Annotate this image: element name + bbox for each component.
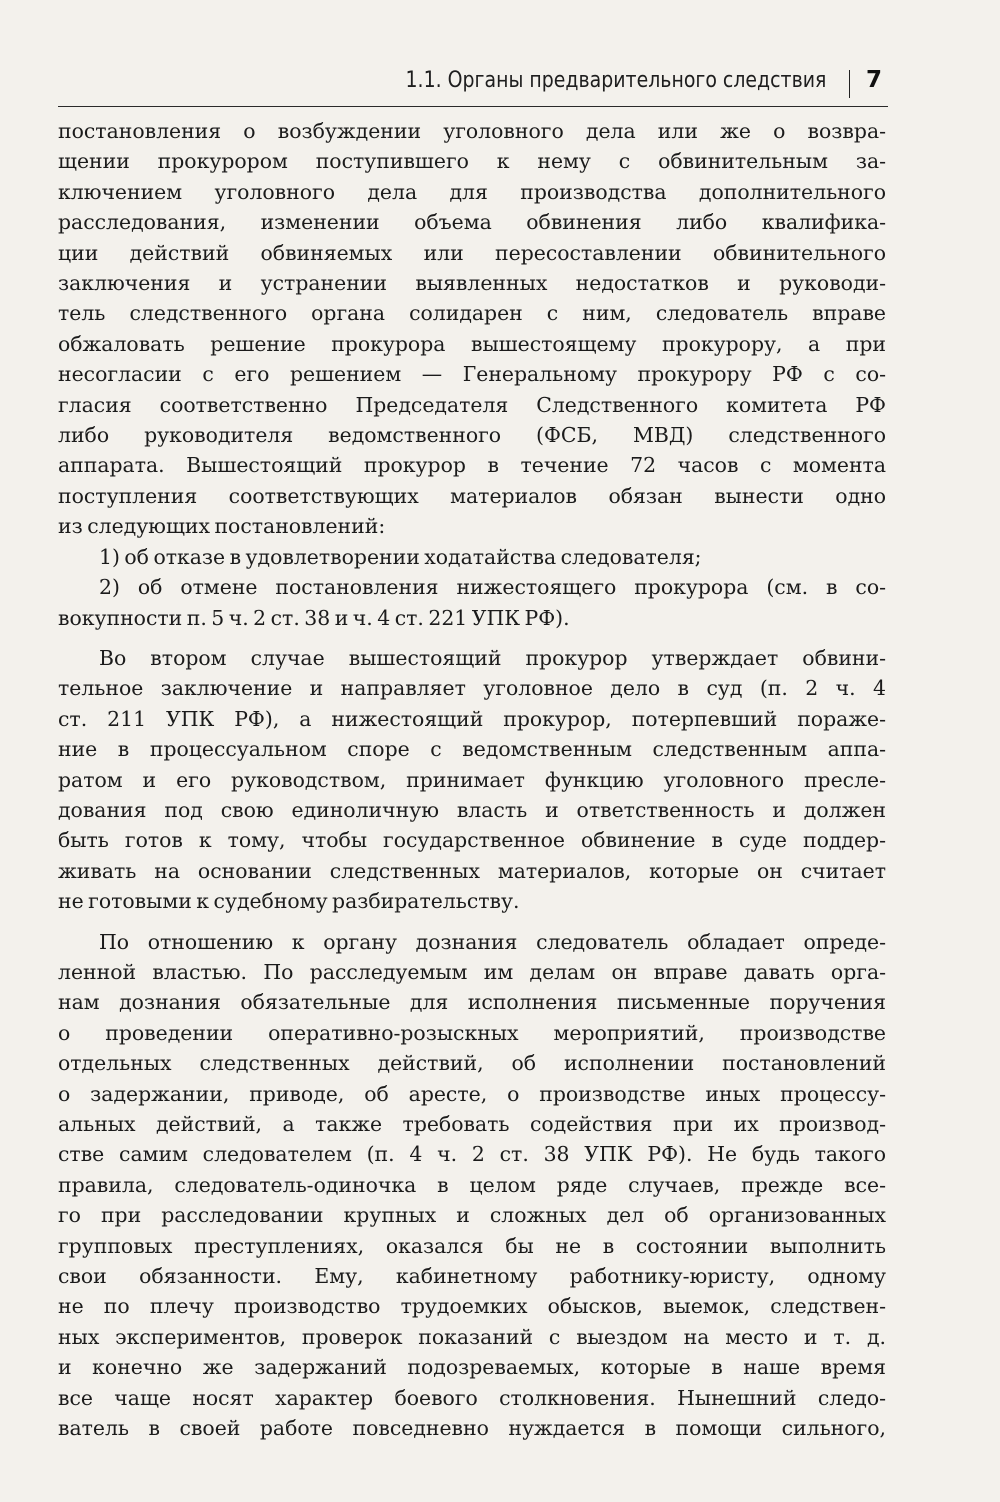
text-line: расследования, изменении объема обвинения либо квалифика- bbox=[58, 210, 886, 235]
text-line: из следующих постановлений: bbox=[58, 514, 386, 539]
text-line: несогласии с его решением — Генеральному прокурору РФ с со- bbox=[58, 362, 886, 387]
text-line: тель следственного органа солидарен с ним, следователь вправе bbox=[58, 301, 886, 326]
list-item bbox=[58, 572, 886, 633]
text-line: стве самим следователем (п. 4 ч. 2 ст. 38 УПК РФ). Не будь такого bbox=[58, 1142, 886, 1167]
text-line: обжаловать решение прокурора вышестоящему прокурору, а при bbox=[58, 331, 886, 356]
body-text bbox=[58, 116, 886, 1443]
text-line: По отношению к органу дознания следователь обладает опреде- bbox=[99, 929, 886, 954]
running-title: 1.1. Органы предварительного следствия bbox=[405, 68, 826, 93]
text-line: тельное заключение и направляет уголовное дело в суд (п. 2 ч. 4 bbox=[58, 676, 886, 701]
text-line: 1) об отказе в удовлетворении ходатайства следователя; bbox=[99, 544, 702, 569]
text-line: ватель в своей работе повседневно нуждается в помощи сильного, bbox=[58, 1416, 886, 1441]
paragraph bbox=[58, 927, 886, 1444]
text-line: го при расследовании крупных и сложных дел об организованных bbox=[58, 1203, 886, 1228]
text-line: не готовыми к судебному разбирательству. bbox=[58, 889, 520, 914]
text-line: аппарата. Вышестоящий прокурор в течение 72 часов с момента bbox=[58, 453, 886, 478]
text-line: о задержании, приводе, об аресте, о производстве иных процессу- bbox=[58, 1081, 886, 1106]
text-line: постановления о возбуждении уголовного дела или же о возвра- bbox=[58, 119, 886, 143]
text-line: ных экспериментов, проверок показаний с выездом на место и т. д. bbox=[58, 1324, 886, 1349]
page-header bbox=[58, 66, 888, 107]
text-line: нам дознания обязательные для исполнения письменные поручения bbox=[58, 990, 886, 1015]
text-line: живать на основании следственных материалов, которые он считает bbox=[58, 858, 886, 883]
paragraph bbox=[58, 643, 886, 917]
header-separator bbox=[849, 70, 851, 98]
text-line: свои обязанности. Ему, кабинетному работнику-юристу, одному bbox=[58, 1264, 886, 1289]
text-line: групповых преступлениях, оказался бы не в состоянии выполнить bbox=[58, 1233, 886, 1258]
text-line: дования под свою единоличную власть и ответственность и должен bbox=[58, 797, 886, 822]
page-number: 7 bbox=[865, 67, 882, 93]
text-line: все чаще носят характер боевого столкновения. Нынешний следо- bbox=[58, 1385, 886, 1410]
text-line: поступления соответствующих материалов обязан вынести одно bbox=[58, 483, 886, 508]
text-line: ст. 211 УПК РФ), а нижестоящий прокурор, потерпевший пораже- bbox=[58, 706, 886, 731]
text-line: вокупности п. 5 ч. 2 ст. 38 и ч. 4 ст. 221 УПК РФ). bbox=[58, 605, 570, 630]
text-line: о проведении оперативно-розыскных мероприятий, производстве bbox=[58, 1020, 886, 1045]
text-line: Во втором случае вышестоящий прокурор утверждает обвини- bbox=[99, 645, 886, 670]
text-line: быть готов к тому, чтобы государственное обвинение в суде поддер- bbox=[58, 828, 886, 853]
text-line: правила, следователь-одиночка в целом ряде случаев, прежде все- bbox=[58, 1172, 886, 1197]
text-line: ключением уголовного дела для производства дополнительного bbox=[58, 179, 886, 204]
text-line: ленной властью. По расследуемым им делам он вправе давать орга- bbox=[58, 959, 886, 984]
text-line: ратом и его руководством, принимает функцию уголовного пресле- bbox=[58, 767, 886, 792]
text-line: заключения и устранении выявленных недостатков и руководи- bbox=[58, 271, 886, 296]
text-line: и конечно же задержаний подозреваемых, которые в наше время bbox=[58, 1355, 886, 1380]
text-line: 2) об отмене постановления нижестоящего прокурора (см. в со- bbox=[99, 575, 886, 600]
list-item bbox=[58, 542, 886, 572]
text-line: гласия соответственно Председателя Следственного комитета РФ bbox=[58, 392, 886, 417]
text-line: отдельных следственных действий, об исполнении постановлений bbox=[58, 1051, 886, 1076]
text-line: либо руководителя ведомственного (ФСБ, МВД) следственного bbox=[58, 423, 886, 448]
text-line: щении прокурором поступившего к нему с обвинительным за- bbox=[58, 149, 886, 174]
text-line: ние в процессуальном споре с ведомственным следственным аппа- bbox=[58, 737, 886, 762]
text-line: не по плечу производство трудоемких обысков, выемок, следствен- bbox=[58, 1294, 886, 1319]
text-line: ции действий обвиняемых или пересоставлении обвинительного bbox=[58, 240, 886, 265]
paragraph bbox=[58, 116, 886, 542]
text-line: альных действий, а также требовать содействия при их производ- bbox=[58, 1112, 886, 1136]
